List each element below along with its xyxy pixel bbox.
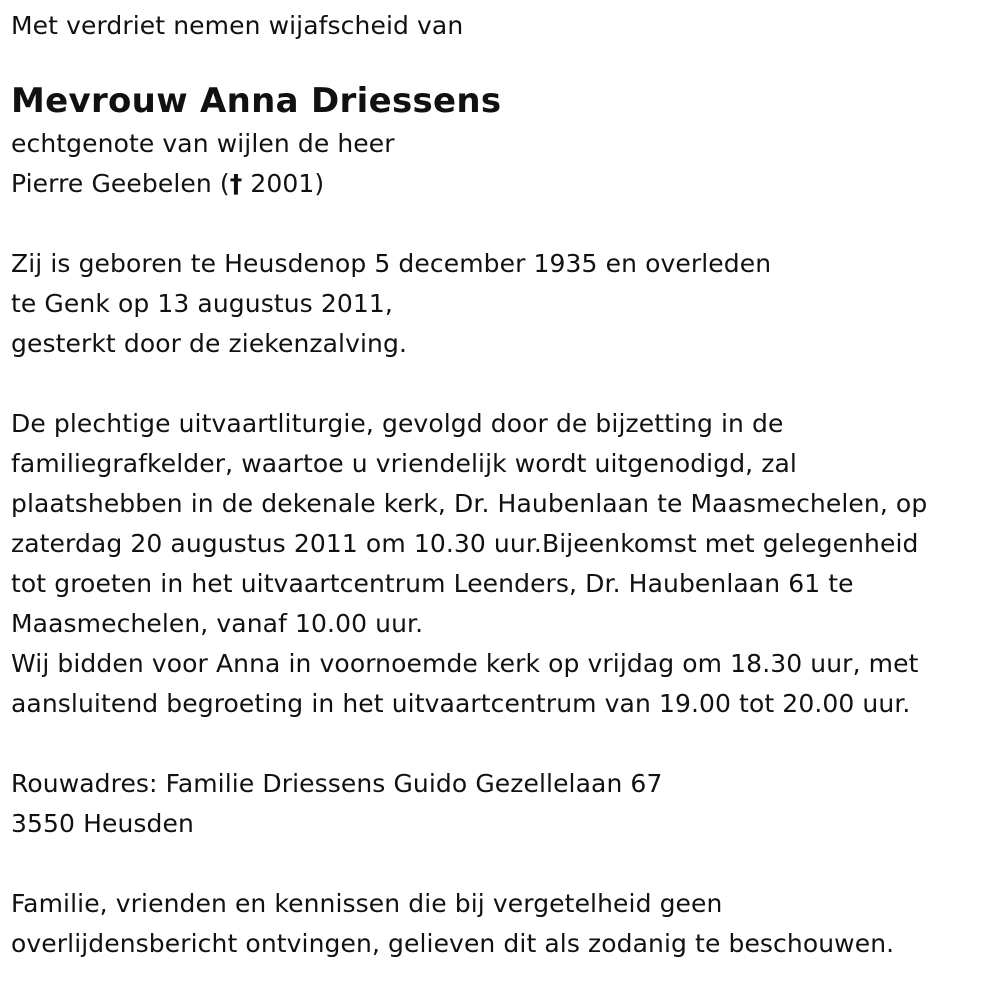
spouse-name-line xyxy=(11,164,991,204)
ceremony-line: Wij bidden voor Anna in voornoemde kerk op vrijdag om 18.30 uur, met xyxy=(11,649,919,678)
ceremony-line: plaatshebben in de dekenale kerk, Dr. Haubenlaan te Maasmechelen, op xyxy=(11,489,928,518)
spacer xyxy=(11,844,991,884)
spacer xyxy=(11,204,991,244)
ceremony-line: De plechtige uitvaartliturgie, gevolgd door de bijzetting in de xyxy=(11,409,784,438)
spacer xyxy=(11,364,991,404)
ceremony-line: Maasmechelen, vanaf 10.00 uur. xyxy=(11,609,424,638)
closing-line: overlijdensbericht ontvingen, gelieven dit als zodanig te beschouwen. xyxy=(11,929,895,958)
death-notice xyxy=(11,6,991,964)
spacer xyxy=(11,724,991,764)
birth-death-line: gesterkt door de ziekenzalving. xyxy=(11,329,407,358)
spouse-name: Pierre Geebelen ( xyxy=(11,169,230,198)
intro-text: Met verdriet nemen wijafscheid van xyxy=(11,11,464,40)
address-line: 3550 Heusden xyxy=(11,809,194,838)
closing-line: Familie, vrienden en kennissen die bij vergetelheid geen xyxy=(11,889,723,918)
spouse-line: echtgenote van wijlen de heer xyxy=(11,129,395,158)
ceremony-line: familiegrafkelder, waartoe u vriendelijk wordt uitgenodigd, zal xyxy=(11,449,797,478)
cross-symbol: † xyxy=(229,169,243,198)
birth-death-line: Zij is geboren te Heusdenop 5 december 1935 en overleden xyxy=(11,249,772,278)
ceremony-line: tot groeten in het uitvaartcentrum Leenders, Dr. Haubenlaan 61 te xyxy=(11,569,854,598)
spouse-death-year: 2001) xyxy=(242,169,325,198)
ceremony-line: aansluitend begroeting in het uitvaartcentrum van 19.00 tot 20.00 uur. xyxy=(11,689,911,718)
address-line: Rouwadres: Familie Driessens Guido Gezellelaan 67 xyxy=(11,769,663,798)
deceased-name: Mevrouw Anna Driessens xyxy=(11,81,502,121)
ceremony-line: zaterdag 20 augustus 2011 om 10.30 uur.Bijeenkomst met gelegenheid xyxy=(11,529,919,558)
birth-death-line: te Genk op 13 augustus 2011, xyxy=(11,289,393,318)
